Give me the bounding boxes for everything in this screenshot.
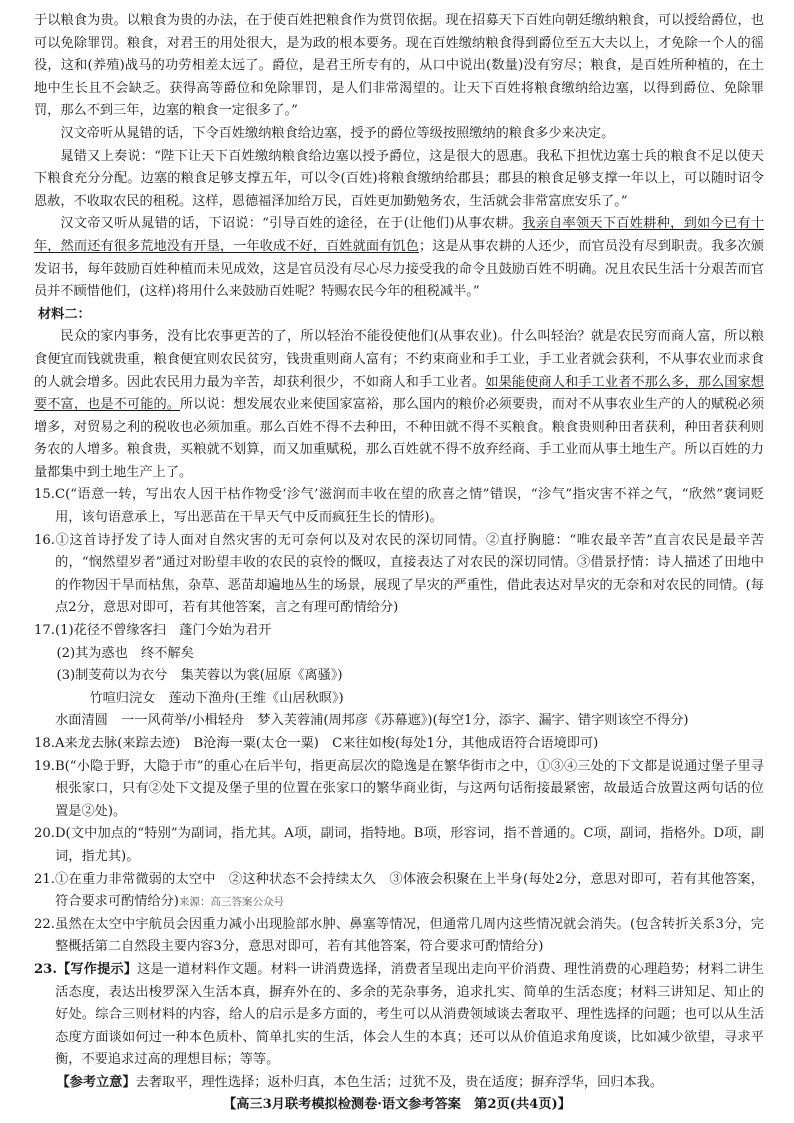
- answer-19: 19.B(“小隐于野，大隐于市”的重心在后半句，指更高层次的隐逸是在繁华街市之中，①③④三处的下文都是说通过堡子里寻根张家口，只有②处下文提及堡子里的位置在张家口的繁华商业街，与这两句话衔接最紧密，故最适合放置这两句话的位置是②处)。: [34, 758, 764, 819]
- answer-22: 22.虽然在太空中宇航员会因重力减小出现脸部水肿、鼻塞等情况，但通常几周内这些情况就会消失。(包含转折关系3分，完整概括第二自然段主要内容3分，意思对即可，若有其他答案，符合要求可酌情给分): [34, 916, 764, 955]
- answer-23: [34, 959, 764, 1072]
- answer-17-1: 17.(1)花径不曾缘客扫 蓬门今始为君开: [34, 623, 272, 639]
- answer-16: 16.①这首诗抒发了诗人面对自然灾害的无可奈何以及对农民的深切同情。②直抒胸臆：“唯农最辛苦”直言农民是最辛苦的，“悯然望岁者”通过对盼望丰收的农民的哀怜的慨叹，直接表达了对农民的深切同情。③借景抒情：诗人描述了田地中的作物因干旱而枯焦，杂草、恶苗却遍地丛生的场景，展现了旱灾的严重性，借此表达对旱灾的无奈和对农民的同情。(每点2分，意思对即可，若有其他答案，言之有理可酌情给分): [34, 532, 764, 616]
- answer-18: 18.A来龙去脉(来踪去迹) B沧海一粟(太仓一粟) C来往如梭(每处1分，其他成语符合语境即可): [34, 736, 599, 751]
- material1-paragraph-1: 于以粮食为贵。以粮食为贵的办法，在于使百姓把粮食作为赏罚依据。现在招募天下百姓向朝廷缴纳粮食，可以授给爵位，也可以免除罪罚。粮食，对君王的用处很大，是为政的根本要务。现在百姓缴纳粮食得到爵位至五大夫以上，才免除一个人的徭役，这和(养殖)战马的功劳相差太远了。爵位，是君王所专有的，从口中说出(数量)没有穷尽；粮食，是百姓所种植的，在土地中生长且不会缺乏。获得高等爵位和免除罪罚，是人们非常渴望的。让天下百姓将粮食缴纳给边塞，以得到爵位、免除罪罚，那么不到三年，边塞的粮食一定很多了。”: [34, 13, 764, 119]
- text-run: 所以说：想发展农业来使国家富裕，那么国内的粮价必须要贵，而对不从事农业生产的人的赋税必须增多，对贸易之利的税收也必须加重。那么百姓不得不去种田，不种田就不得不买粮食。粮食贵则种田者获利，种田者获利则务农的人增多。粮食贵，买粮就不划算，而又加重赋税，那么百姓就不得不放弃经商、手工业而从事土地生产。所以百姓的力量都集中到土地生产上了。: [34, 397, 765, 480]
- source-note: 来源：高三答案公众号: [178, 896, 284, 909]
- text-run: 去奢取平，理性选择；返朴归真，本色生活；过犹不及，贵在适度；摒弃浮华，回归本我。: [135, 1074, 664, 1090]
- material2-heading: 材料二：: [37, 306, 91, 322]
- text-run: 21.①在重力非常微弱的太空中 ②这种状态不会持续太久 ③体液会积聚在上半身(每处2分，意思对即可，若有其他答案，符合要求可酌情给分): [34, 871, 764, 910]
- answer-20: 20.D(文中加点的“特别”为副词，指尤其。A项，副词，指特地。B项，形容词，指不普通的。C项，副词，指格外。D项，副词，指尤其)。: [34, 826, 764, 864]
- underlined-sentence: 我亲自率领天下百姓耕种，到如今已有十年，然而还有很多荒地没有开垦，一年收成不好，百姓就面有饥色: [34, 216, 765, 254]
- answer-page: [34, 10, 764, 1095]
- text-run: 民众的家内事务，没有比农事更苦的了，所以轻治不能役使他们(从事农业)。什么叫轻治？就是农民穷而商人富，所以粮食便宜而钱就贵重，粮食便宜则农民贫穷，钱贵重则商人富有；不约束商业和手工业，手工业者就会获利，不从事农业而求食的人就会增多。因此农民用力最为辛苦，却获利很少，不如商人和手工业者。: [34, 329, 764, 390]
- answer-17-3b: 竹喧归浣女 莲动下渔舟(王维《山居秋暝》): [89, 690, 344, 706]
- answer-23-reference: [34, 1072, 764, 1095]
- answer-17-3c: 水面清圆 一一风荷举/小楫轻舟 梦入芙蓉浦(周邦彦《苏幕遮》)(每空1分，添字、漏字、错字则该空不得分): [55, 713, 689, 729]
- writing-tip-label: 23.【写作提示】: [34, 961, 138, 977]
- page-footer: 【高三3月联考模拟检测卷·语文参考答案 第2页(共4页)】: [223, 1097, 571, 1112]
- answer-17-3: (3)制芰荷以为衣兮 集芙蓉以为裳(屈原《离骚》): [56, 668, 343, 684]
- text-run: ；这是从事农耕的人还少，而官员没有尽到职责。我多次颁发诏书，每年鼓励百姓种植而未见成效，这是官员没有尽心尽力接受我的命令且鼓励百姓不明确。况且农民生活十分艰苦而官员并不顾惜他们，(这样)将用什么来鼓励百姓呢？特赐农民今年的租税减半。”: [34, 238, 764, 300]
- material1-paragraph-2: 汉文帝听从晁错的话，下令百姓缴纳粮食给边塞，授予的爵位等级按照缴纳的粮食多少来决定。: [60, 125, 615, 141]
- reference-label: 【参考立意】: [56, 1074, 136, 1090]
- text-run: 汉文帝又听从晁错的话，下诏说：“引导百姓的途径，在于(让他们)从事农耕。: [60, 216, 523, 232]
- material2-paragraph: [34, 326, 764, 484]
- material1-paragraph-3: 晁错又上奏说：“陛下让天下百姓缴纳粮食给边塞以授予爵位，这是很大的恩惠。我私下担忧边塞士兵的粮食不足以使天下粮食充分分配。边塞的粮食足够支撑五年，可以令(百姓)将粮食缴纳给郡县；郡县的粮食足够支撑一年以上，可以随时诏令恩赦，不收取农民的租税。这样，恩德福泽加给万民，百姓更加勤勉务农，生活就会非常富庶安乐了。”: [34, 148, 764, 209]
- answer-21: [34, 869, 764, 914]
- text-run: 这是一道材料作文题。材料一讲消费选择，消费者呈现出走向平价消费、理性消费的心理趋势；材料二讲生活态度，表达出梭罗深入生活本真，摒弃外在的、多余的芜杂事务，追求扎实、简单的生活态度；材料三讲知足、知止的好处。综合三则材料的内容，给人的启示是多方面的，考生可以从消费领域谈去奢取平、理性选择的问题；也可以从生活态度方面谈如何过一种本色质朴、简单扎实的生活，体会人生的本真；还可以从价值追求角度谈，比如减少欲望，寻求平衡，不要追求过高的理想目标；等等。: [55, 961, 764, 1068]
- answer-15: 15.C(“语意一转，写出农人因干枯作物受‘沴气’滋润而丰收在望的欣喜之情”错误，“沴气”指灾害不祥之气，“欣然”褒词贬用，该句语意承上，写出恶苗在干旱天气中反而疯狂生长的情形)。: [34, 487, 764, 526]
- underlined-sentence: 如果能使商人和手工业者不那么多，那么国家想要不富，也是不可能的。: [34, 374, 765, 413]
- answer-17-2: (2)其为惑也 终不解矣: [56, 645, 194, 661]
- material1-paragraph-4: [34, 213, 764, 303]
